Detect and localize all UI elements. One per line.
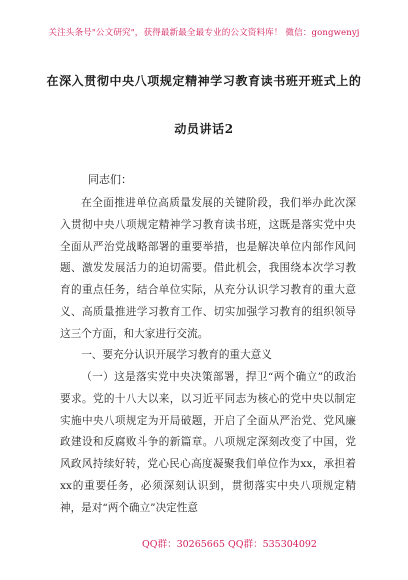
footer-qq-group-2: QQ群：535304092 <box>228 539 317 550</box>
greeting: 同志们： <box>88 173 132 186</box>
paragraph-subsection-1: （一）这是落实党中央决策部署，捍卫“两个确立”的政治要求。党的十八大以来，以习近平同志为核心的党中央以制定实施中央八项规定为开局破题，开启了全面从严治党、党风廉政建设和反腐败斗争的新篇章。八项规定深刻改变了中国，党风政风持续好转，党心民心高度凝聚我们单位作为xx，承担着xx的重要任务，必须深刻认识到，贯彻落实中央八项规定精神，是对“两个确立”决定性意 <box>60 371 356 514</box>
document-title-line-2: 动员讲话2 <box>174 122 234 136</box>
document-body <box>60 193 356 519</box>
section-heading-1: 一、要充分认识开展学习教育的重大意义 <box>81 349 272 362</box>
footer-qq-group-1: QQ群：30265665 <box>142 539 225 550</box>
paragraph-intro: 在全面推进单位高质量发展的关键阶段，我们举办此次深入贯彻中央八项规定精神学习教育读书班，这既是落实党中央全面从严治党战略部署的重要举措，也是解决单位内部作风问题、激发发展活力的迫切需要。借此机会，我围绕本次学习教育的重点任务，结合单位实际，从充分认识学习教育的重大意义、高质量推进学习教育工作、切实加强学习教育的组织领导这三个方面，和大家进行交流。 <box>60 197 356 340</box>
header-banner: 关注头条号"公文研究"，获得最新最全最专业的公文资料库！ 微信：gongwenyj <box>48 28 360 38</box>
document-title-line-1: 在深入贯彻中央八项规定精神学习教育读书班开班式上的 <box>46 74 362 88</box>
